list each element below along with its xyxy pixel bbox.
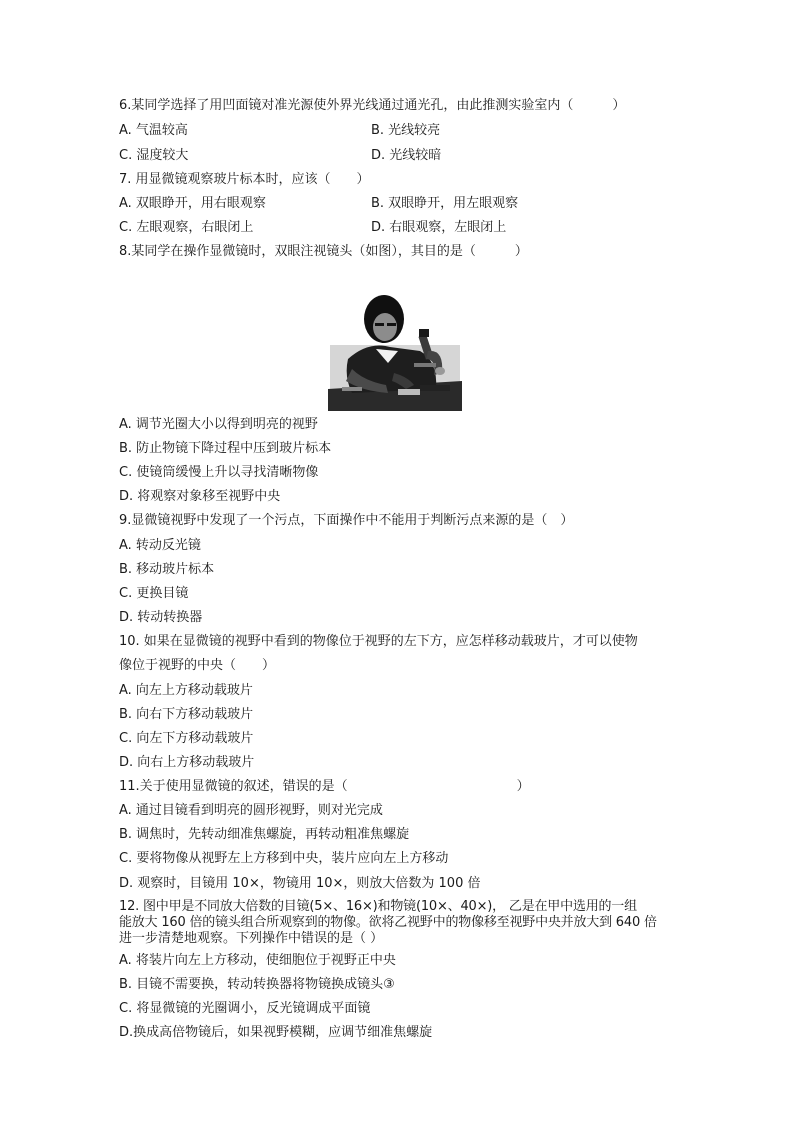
q10-option-b: B. 向右下方移动载玻片 (119, 707, 254, 722)
q11-option-d: D. 观察时，目镜用 10×，物镜用 10×，则放大倍数为 100 倍 (119, 876, 481, 891)
q7-option-b: B. 双眼睁开，用左眼观察 (371, 196, 519, 211)
q8-option-c: C. 使镜筒缓慢上升以寻找清晰物像 (119, 465, 319, 480)
q6-option-d: D. 光线较暗 (371, 148, 442, 163)
q12-option-d: D.换成高倍物镜后，如果视野模糊，应调节细准焦螺旋 (119, 1025, 433, 1040)
q8-option-d: D. 将观察对象移至视野中央 (119, 489, 281, 504)
q9-option-c: C. 更换目镜 (119, 586, 189, 601)
q11-stem: 11.关于使用显微镜的叙述，错误的是（ ） (119, 779, 530, 794)
q9-option-b: B. 移动玻片标本 (119, 562, 215, 577)
q10-option-a: A. 向左上方移动载玻片 (119, 683, 253, 698)
q12-stem-line1: 12. 图中甲是不同放大倍数的目镜(5×、16×)和物镜(10×、40×)， 乙是在甲中选用的一组 (119, 899, 637, 914)
q10-option-c: C. 向左下方移动载玻片 (119, 731, 254, 746)
q9-stem: 9.显微镜视野中发现了一个污点，下面操作中不能用于判断污点来源的是（ ） (119, 513, 574, 528)
q12-option-c: C. 将显微镜的光圈调小，反光镜调成平面镜 (119, 1001, 371, 1016)
q7-option-a: A. 双眼睁开，用右眼观察 (119, 196, 266, 211)
q12-stem-line2: 能放大 160 倍的镜头组合所观察到的物像。欲将乙视野中的物像移至视野中央并放大到 640 倍 (119, 915, 657, 930)
q11-option-c: C. 要将物像从视野左上方移到中央，装片应向左上方移动 (119, 851, 449, 866)
q9-option-d: D. 转动转换器 (119, 610, 203, 625)
q7-option-c: C. 左眼观察，右眼闭上 (119, 220, 254, 235)
q10-stem-line1: 10. 如果在显微镜的视野中看到的物像位于视野的左下方，应怎样移动载玻片，才可以使物 (119, 634, 638, 649)
q10-stem-line2: 像位于视野的中央（ ） (119, 658, 276, 673)
q8-stem: 8.某同学在操作显微镜时，双眼注视镜头（如图），其目的是（ ） (119, 244, 528, 259)
q8-option-a: A. 调节光圈大小以得到明亮的视野 (119, 417, 318, 432)
q6-stem: 6.某同学选择了用凹面镜对准光源使外界光线通过通光孔，由此推测实验室内（ ） (119, 98, 626, 113)
q10-option-d: D. 向右上方移动载玻片 (119, 755, 255, 770)
q7-stem: 7. 用显微镜观察玻片标本时，应该（ ） (119, 172, 370, 187)
q8-option-b: B. 防止物镜下降过程中压到玻片标本 (119, 441, 332, 456)
q12-option-b: B. 目镜不需要换，转动转换器将物镜换成镜头③ (119, 977, 395, 992)
q7-option-d: D. 右眼观察，左眼闭上 (371, 220, 507, 235)
q6-option-c: C. 湿度较大 (119, 148, 189, 163)
q6-option-b: B. 光线较亮 (371, 123, 441, 138)
q12-stem-line3: 进一步清楚地观察。下列操作中错误的是（ ） (119, 931, 384, 946)
q12-option-a: A. 将装片向左上方移动，使细胞位于视野正中央 (119, 953, 396, 968)
q9-option-a: A. 转动反光镜 (119, 538, 201, 553)
q11-option-b: B. 调焦时，先转动细准焦螺旋，再转动粗准焦螺旋 (119, 827, 410, 842)
student-microscope-figure (328, 289, 462, 411)
q11-option-a: A. 通过目镜看到明亮的圆形视野，则对光完成 (119, 803, 383, 818)
q6-option-a: A. 气温较高 (119, 123, 188, 138)
